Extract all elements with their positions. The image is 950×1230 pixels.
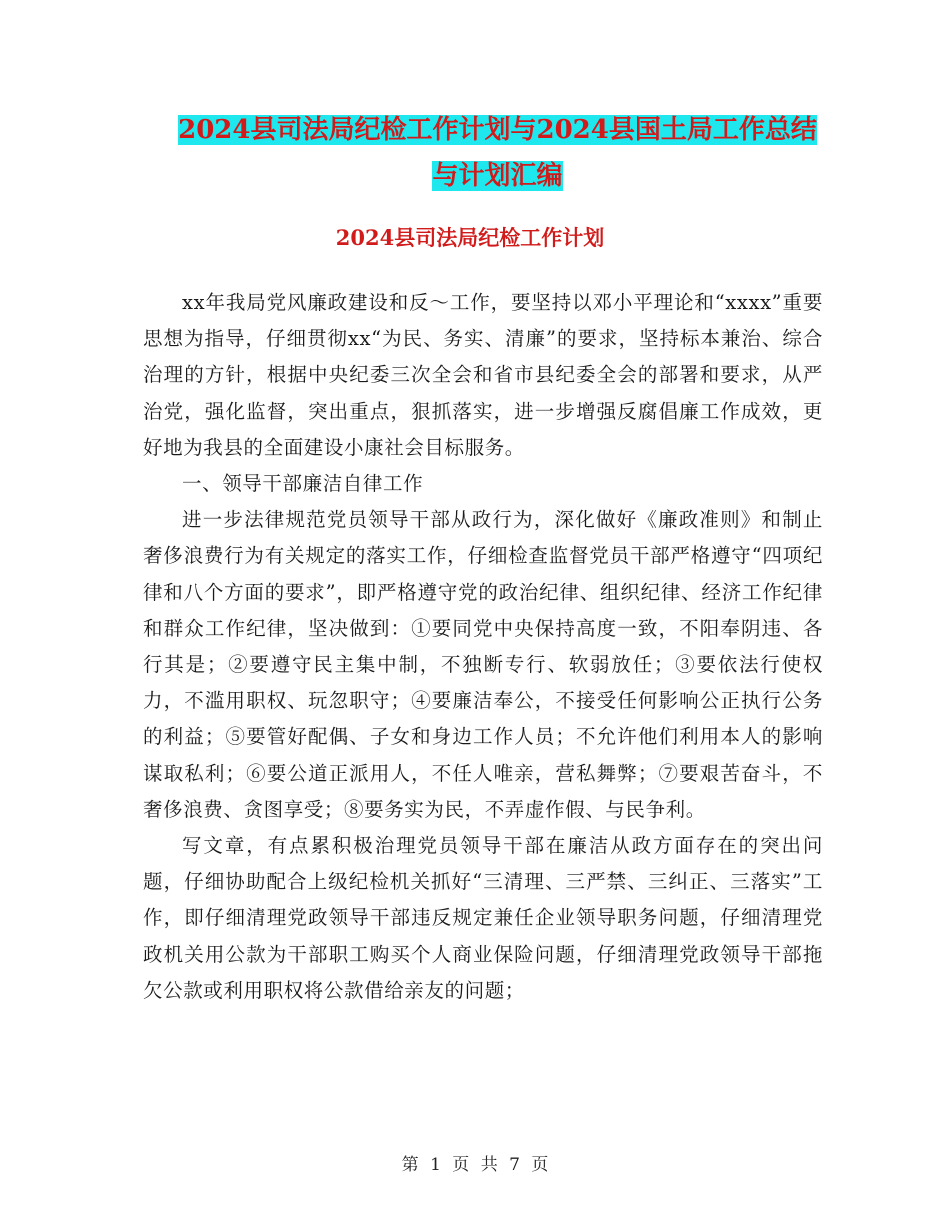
paragraph-governance: 写文章，有点累积极治理党员领导干部在廉洁从政方面存在的突出问题，仔细协助配合上级纪检机关抓好“三清理、三严禁、三纠正、三落实”工作，即仔细清理党政领导干部违反规定兼任企业领导职务问题，仔细清理党政机关用公款为干部职工购买个人商业保险问题，仔细清理党政领导干部拖欠公款或利用职权将公款借给亲友的问题； xyxy=(143,834,823,1002)
section-title: 2024县司法局纪检工作计划 xyxy=(335,225,605,250)
paragraph-heading-1: 一、领导干部廉洁自律工作 xyxy=(182,472,424,496)
title-highlight-2: 与计划汇编 xyxy=(432,161,563,191)
paragraph-intro: xx年我局党风廉政建设和反～工作，要坚持以邓小平理论和“xxxx”重要思想为指导，仔细贯彻xx“为民、务实、清廉”的要求，坚持标本兼治、综合治理的方针，根据中央纪委三次全会和省市县纪委全会的部署和要求，从严治党，强化监督，突出重点，狠抓落实，进一步增强反腐倡廉工作成效，更好地为我县的全面建设小康社会目标服务。 xyxy=(143,291,823,459)
paragraph-discipline: 进一步法律规范党员领导干部从政行为，深化做好《廉政准则》和制止奢侈浪费行为有关规定的落实工作，仔细检查监督党员干部严格遵守“四项纪律和八个方面的要求”，即严格遵守党的政治纪律、组织纪律、经济工作纪律和群众工作纪律，坚决做到：①要同党中央保持高度一致，不阳奉阴违、各行其是；②要遵守民主集中制，不独断专行、软弱放任；③要依法行使权力，不滥用职权、玩忽职守；④要廉洁奉公，不接受任何影响公正执行公务的利益；⑤要管好配偶、子女和身边工作人员；不允许他们利用本人的影响谋取私利；⑥要公道正派用人，不任人唯亲，营私舞弊；⑦要艰苦奋斗，不奢侈浪费、贪图享受；⑧要务实为民，不弄虚作假、与民争利。 xyxy=(143,508,823,821)
document-title-line-2 xyxy=(140,152,855,200)
page-footer: 第 1 页 共 7 页 xyxy=(401,1155,549,1175)
document-body xyxy=(143,285,823,1009)
title-highlight-1: 2024县司法局纪检工作计划与2024县国土局工作总结 xyxy=(178,115,817,145)
document-title-line-1 xyxy=(140,106,855,154)
